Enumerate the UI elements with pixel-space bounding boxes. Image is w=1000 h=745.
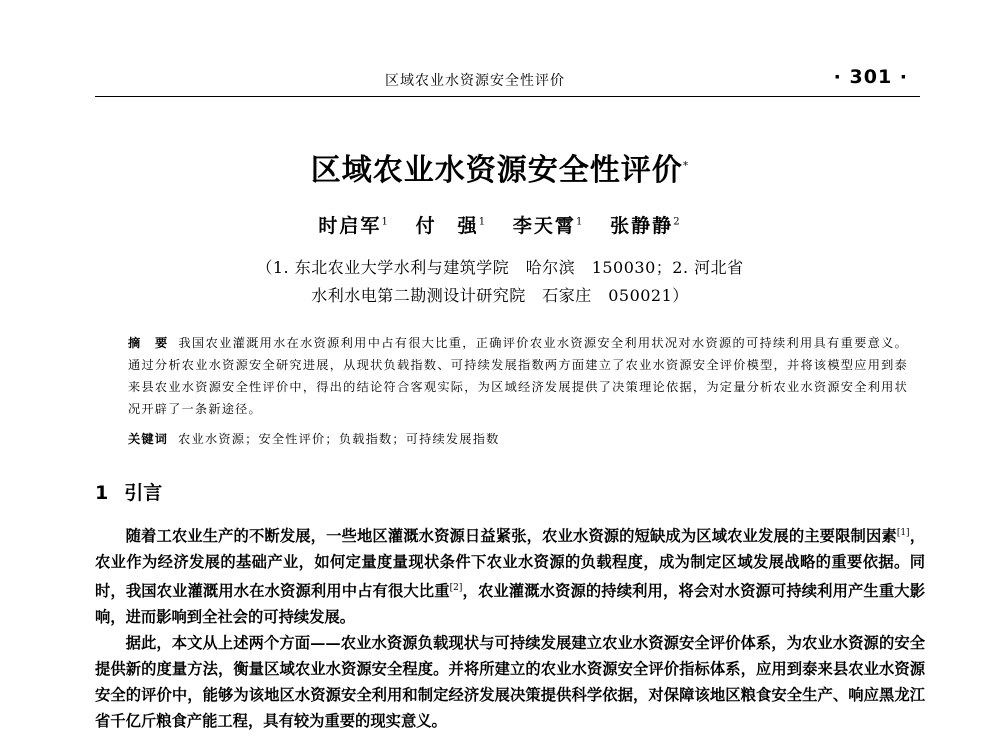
abstract-label: 摘 要 <box>128 336 169 350</box>
author-list <box>0 211 1000 238</box>
running-title: 区域农业水资源安全性评价 <box>385 73 565 89</box>
section-title: 引言 <box>124 482 163 504</box>
body-text <box>95 520 925 734</box>
body-paragraph <box>95 520 925 630</box>
section-number: 1 <box>95 482 109 504</box>
author-name: 付 强 <box>415 215 479 237</box>
body-paragraph: 据此，本文从上述两个方面——农业水资源负载现状与可持续发展建立农业水资源安全评价体系，为农业水资源的安全提供新的度量方法，衡量区域农业水资源安全程度。并将所建立的农业水资源安全评价指标体系，应用到泰来县农业水资源安全的评价中，能够为该地区水资源安全利用和制定经济发展决策提供科学依据，对保障该地区粮食安全生产、响应黑龙江省千亿斤粮食产能工程，具有较为重要的现实意义。 <box>95 634 925 731</box>
header-divider <box>95 96 920 97</box>
author-name: 时启军 <box>318 215 382 237</box>
author-name: 张静静 <box>610 215 674 237</box>
citation-ref: [1] <box>896 528 910 538</box>
keywords-text: 农业水资源；安全性评价；负载指数；可持续发展指数 <box>178 432 500 446</box>
keywords-label: 关键词 <box>128 432 169 446</box>
abstract <box>128 332 908 420</box>
author-affiliation-mark: 1 <box>575 216 585 228</box>
title-footnote-mark: * <box>682 159 690 172</box>
running-header <box>95 68 920 94</box>
affiliation-line-1: （1. 东北农业大学水利与建筑学院 哈尔滨 150030；2. 河北省 <box>256 258 744 277</box>
article-title-text: 区域农业水资源安全性评价 <box>310 153 683 188</box>
author-name: 李天霄 <box>512 215 576 237</box>
section-heading <box>95 478 162 505</box>
keywords <box>128 430 908 447</box>
author-affiliation-mark: 2 <box>673 216 682 228</box>
affiliation-line-2: 水利水电第二勘测设计研究院 石家庄 050021） <box>311 286 689 305</box>
abstract-text: 我国农业灌溉用水在水资源利用中占有很大比重，正确评价农业水资源安全利用状况对水资源的可持续利用具有重要意义。通过分析农业水资源安全研究进展，从现状负载指数、可持续发展指数两方面建立了农业水资源安全评价模型，并将该模型应用到泰来县农业水资源安全性评价中，得出的结论符合客观实际，为区域经济发展提供了决策理论依据，为定量分析农业水资源安全利用状况开辟了一条新途径。 <box>128 336 908 416</box>
article-title <box>0 145 1000 189</box>
author-affiliation-mark: 1 <box>478 216 488 228</box>
paragraph-text: ，农业作为经济发展的基础产业，如何定量度量现状条件下农业水资源的负载程度，成为制定区域发展战略的重要依据。同时，我国农业灌溉用水在水资源利用中占有很大比重 <box>95 527 925 601</box>
paragraph-text: 随着工农业生产的不断发展，一些地区灌溉水资源日益紧张，农业水资源的短缺成为区域农业发展的主要限制因素 <box>125 527 897 546</box>
author-affiliation-mark: 1 <box>381 216 390 228</box>
paragraph-text: ，农业灌溉水资源的持续利用，将会对水资源可持续利用产生重大影响，进而影响到全社会的可持续发展。 <box>95 582 925 627</box>
page-number: · 301 · <box>833 66 908 88</box>
citation-ref: [2] <box>449 583 463 594</box>
